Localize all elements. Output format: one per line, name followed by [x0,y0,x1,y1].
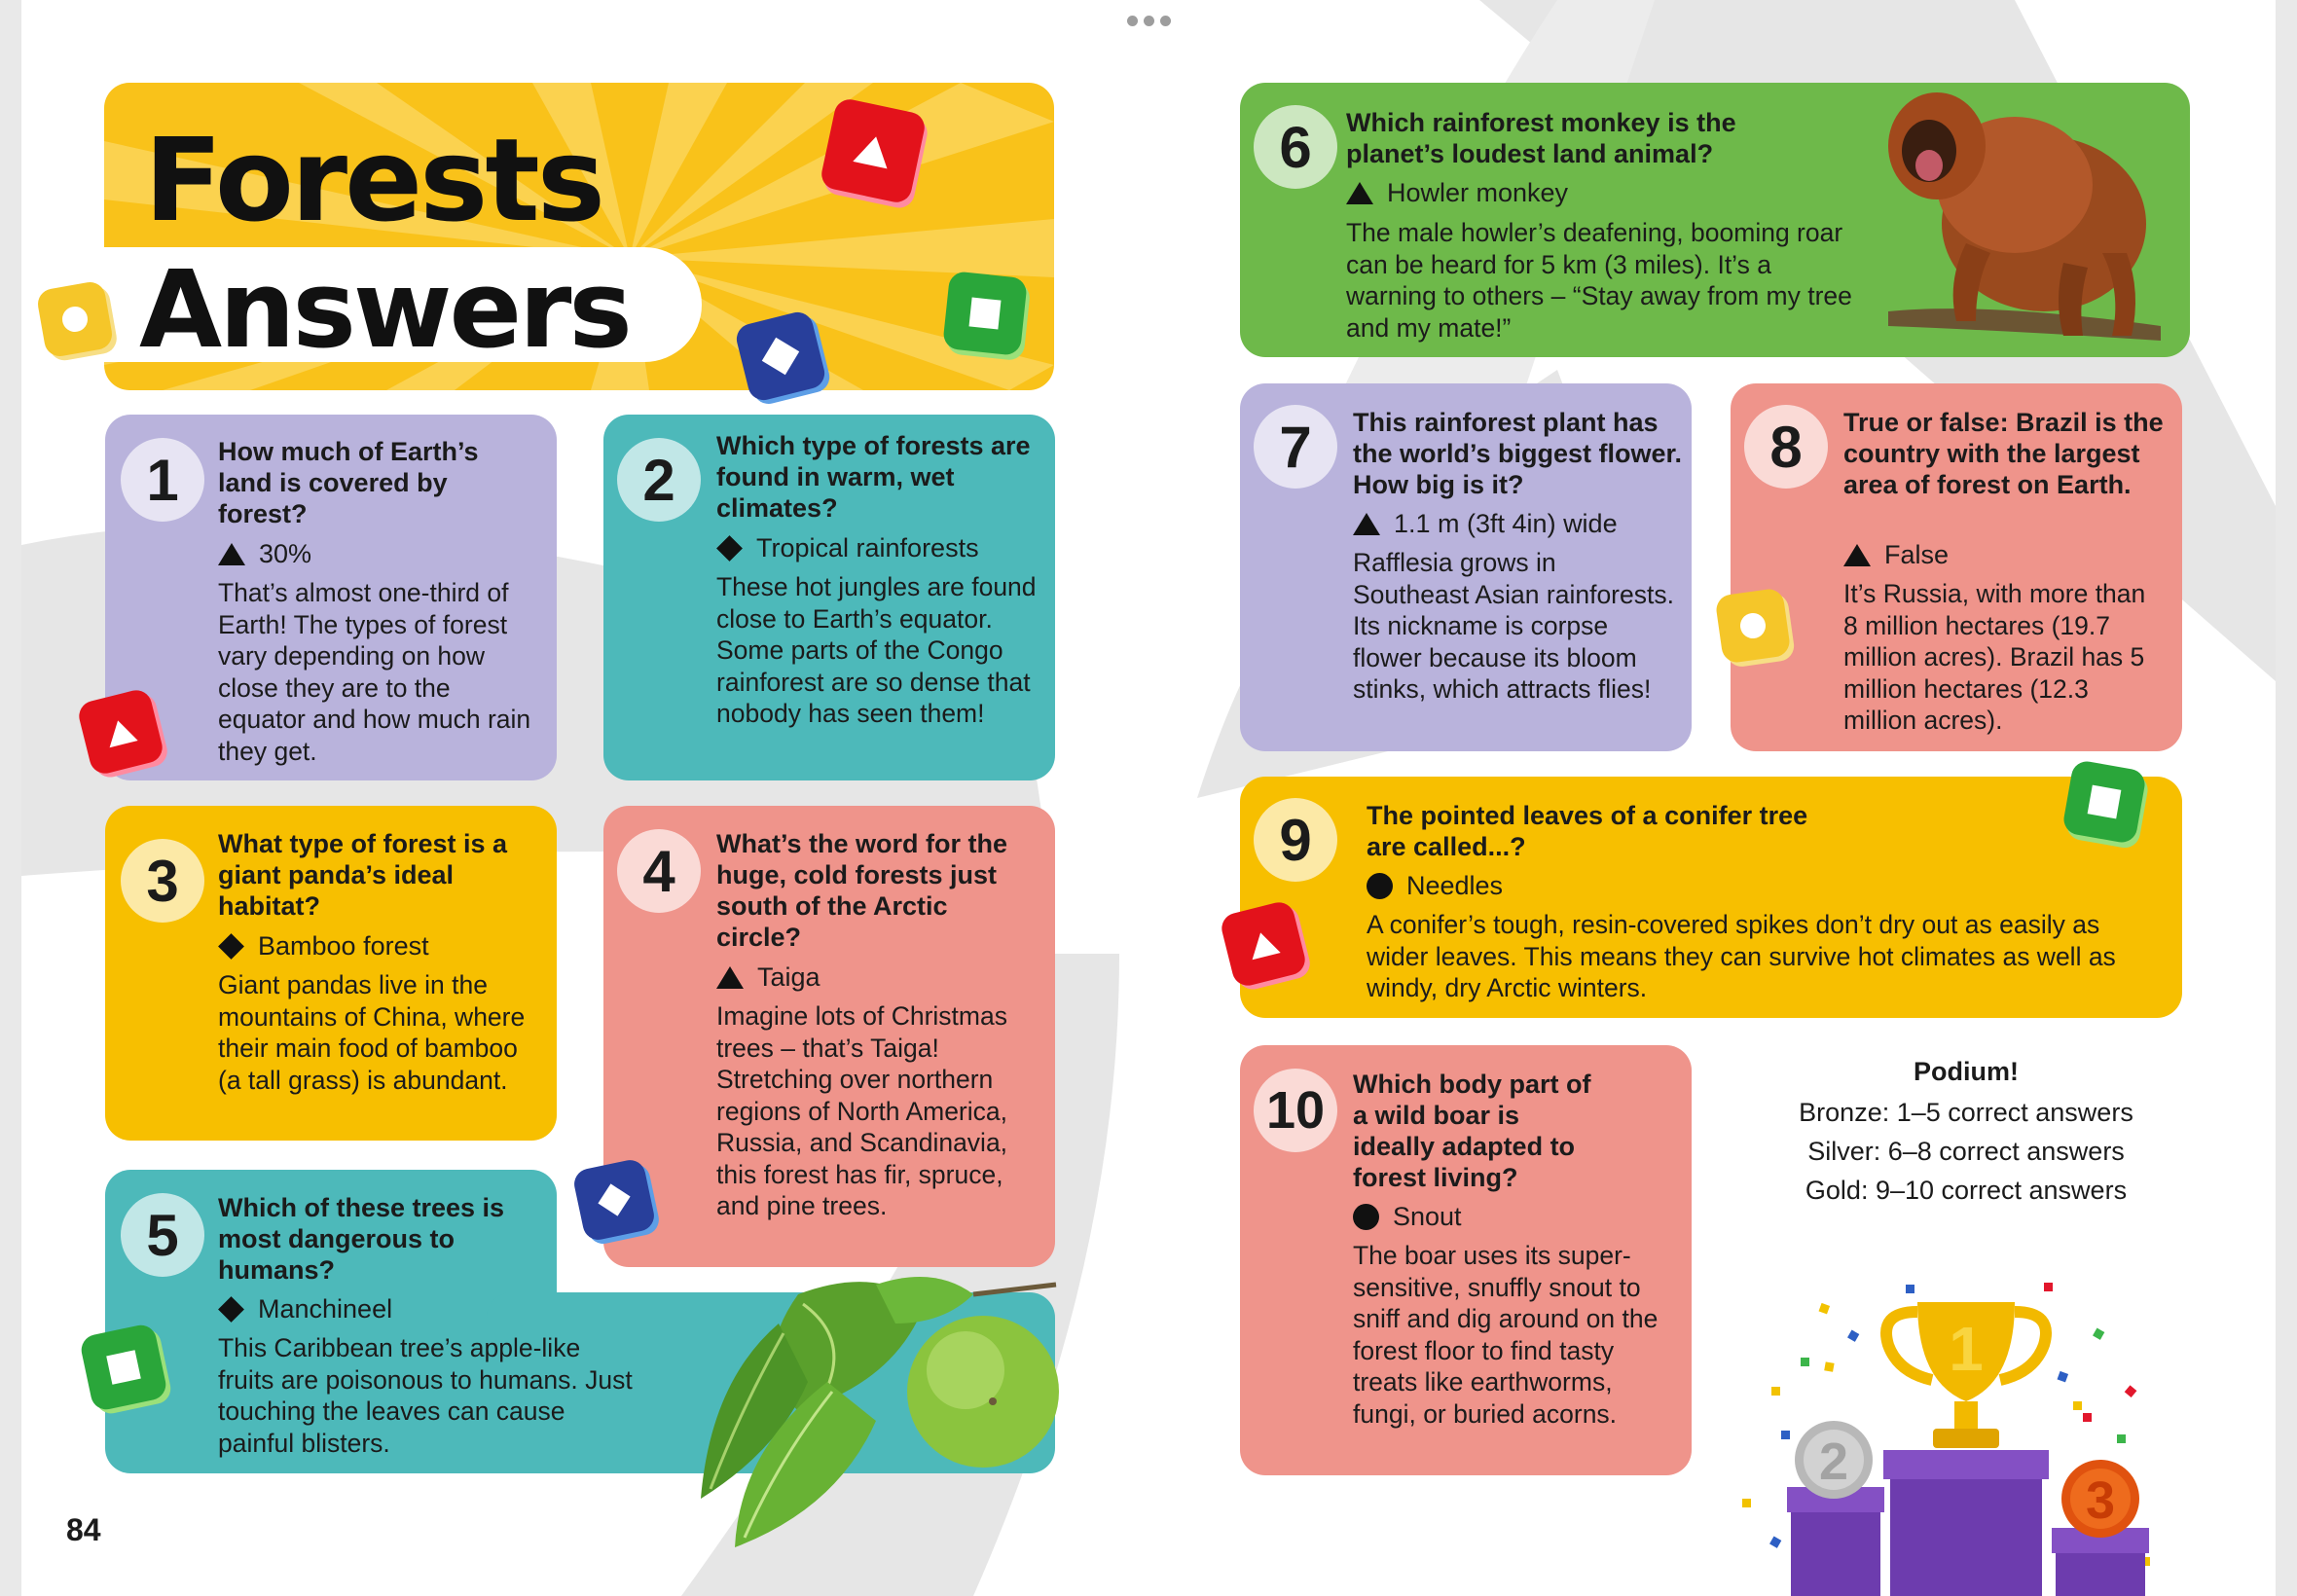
answer-text: Snout [1393,1202,1462,1231]
green-square-tile-icon [2061,759,2147,845]
answer-text: Bamboo forest [258,931,429,961]
explanation-text: The male howler’s deafening, booming roar can be heard for 5 km (3 miles). It’s a warning to others – “Stay away from my tree and my mate!” [1346,218,1852,343]
page-subtitle: Answers [139,247,630,372]
question-number: 6 [1254,105,1337,189]
question-number: 9 [1254,798,1337,882]
triangle-icon [218,543,245,565]
blue-diamond-tile-icon [571,1157,657,1243]
question-text: Which body part of a wild boar is ideally adapted to forest living? [1353,1070,1591,1192]
answer-text: False [1884,540,1950,569]
silver-medal-number: 2 [1818,1433,1849,1491]
yellow-circle-tile-icon [1714,587,1791,664]
answer [218,1293,392,1324]
answer [1353,1201,1462,1232]
answer [1367,870,1503,901]
circle-icon [1353,1204,1379,1230]
answer-text: Needles [1406,871,1504,900]
page-edge-left [0,0,21,1596]
explanation-text: These hot jungles are found close to Earth’s equator. Some parts of the Congo rainforest are so dense that nobody has seen them! [716,572,1037,728]
question-number: 1 [121,438,204,522]
green-square-tile-icon [79,1323,169,1413]
triangle-icon [1353,513,1380,535]
explanation-text: Rafflesia grows in Southeast Asian rainforests. Its nickname is corpse flower because its bloom stinks, which attracts flies! [1353,548,1674,704]
answer-text: Tropical rainforests [756,533,979,562]
explanation-text: That’s almost one-third of Earth! The types of forest vary depending on how close they are to the equator and how much rain they get. [218,578,531,766]
answer [218,538,311,569]
page-title: Forests [144,113,602,247]
podium-silver: Silver: 6–8 correct answers [1807,1137,2125,1166]
answer [1843,539,1949,570]
more-options-icon[interactable] [1127,16,1171,26]
question-text: The pointed leaves of a conifer tree are called...? [1367,801,1808,861]
explanation-text: This Caribbean tree’s apple-like fruits are poisonous to humans. Just touching the leaves can cause painful blisters. [218,1333,633,1458]
answer-text: Manchineel [258,1294,393,1324]
question-text: Which of these trees is most dangerous to humans? [218,1193,505,1285]
podium-bronze: Bronze: 1–5 correct answers [1799,1098,2133,1127]
answer [716,532,979,563]
explanation-text: Giant pandas live in the mountains of China, where their main food of bamboo (a tall grass) is abundant. [218,970,526,1095]
answer-text: 30% [259,539,312,568]
explanation-text: A conifer’s tough, resin-covered spikes don’t dry out as easily as wider leaves. This means they can survive hot climates as well as windy, dry Arctic winters. [1367,910,2116,1002]
yellow-circle-tile-icon [35,279,114,358]
manchineel-fruit-leaves-image [681,1265,1061,1547]
podium-gold: Gold: 9–10 correct answers [1805,1176,2128,1205]
trophy-number: 1 [1949,1314,1984,1384]
triangle-icon [1346,182,1373,204]
answer-text: Taiga [757,962,820,992]
answer [1346,177,1568,208]
podium-title: Podium! [1914,1057,2019,1086]
answer [1353,508,1618,539]
question-number: 10 [1254,1069,1337,1152]
question-text: True or false: Brazil is the country with the largest area of forest on Earth. [1843,408,2164,499]
explanation-text: The boar uses its super-sensitive, snuffly snout to sniff and dig around on the forest floor to find tasty treats like earthworms, fungi, or buried acorns. [1353,1241,1659,1429]
question-text: This rainforest plant has the world’s biggest flower. How big is it? [1353,408,1683,499]
question-number: 5 [121,1193,204,1277]
trophy-podium-image [1732,1265,2200,1596]
explanation-text: Imagine lots of Christmas trees – that’s Taiga! Stretching over northern regions of North America, Russia, and Scandinavia, this forest has fir, spruce, and pine trees. [716,1001,1008,1220]
triangle-icon [716,966,744,989]
red-triangle-tile-icon [819,96,927,204]
bronze-medal-number: 3 [2085,1471,2116,1530]
answer [716,961,820,993]
page-number: 84 [66,1512,101,1547]
question-text: Which rainforest monkey is the planet’s loudest land animal? [1346,108,1736,168]
question-text: What type of forest is a giant panda’s ideal habitat? [218,829,508,921]
page-edge-right [2276,0,2297,1596]
circle-icon [1367,873,1393,899]
question-number: 2 [617,438,701,522]
question-text: How much of Earth’s land is covered by forest? [218,437,479,528]
question-number: 7 [1254,405,1337,489]
triangle-icon [1843,544,1871,566]
question-text: What’s the word for the huge, cold forests just south of the Arctic circle? [716,829,1007,952]
diamond-icon [716,535,743,562]
answer-text: Howler monkey [1387,178,1569,207]
answer-text: 1.1 m (3ft 4in) wide [1394,509,1618,538]
answer [218,930,429,961]
diamond-icon [218,1296,244,1323]
explanation-text: It’s Russia, with more than 8 million hectares (19.7 million acres). Brazil has 5 million hectares (12.3 million acres). [1843,579,2146,735]
question-text: Which type of forests are found in warm, wet climates? [716,431,1031,523]
diamond-icon [218,933,244,960]
question-number: 4 [617,829,701,913]
howler-monkey-image [1869,58,2180,360]
question-number: 3 [121,839,204,923]
question-number: 8 [1744,405,1828,489]
green-square-tile-icon [942,271,1028,356]
